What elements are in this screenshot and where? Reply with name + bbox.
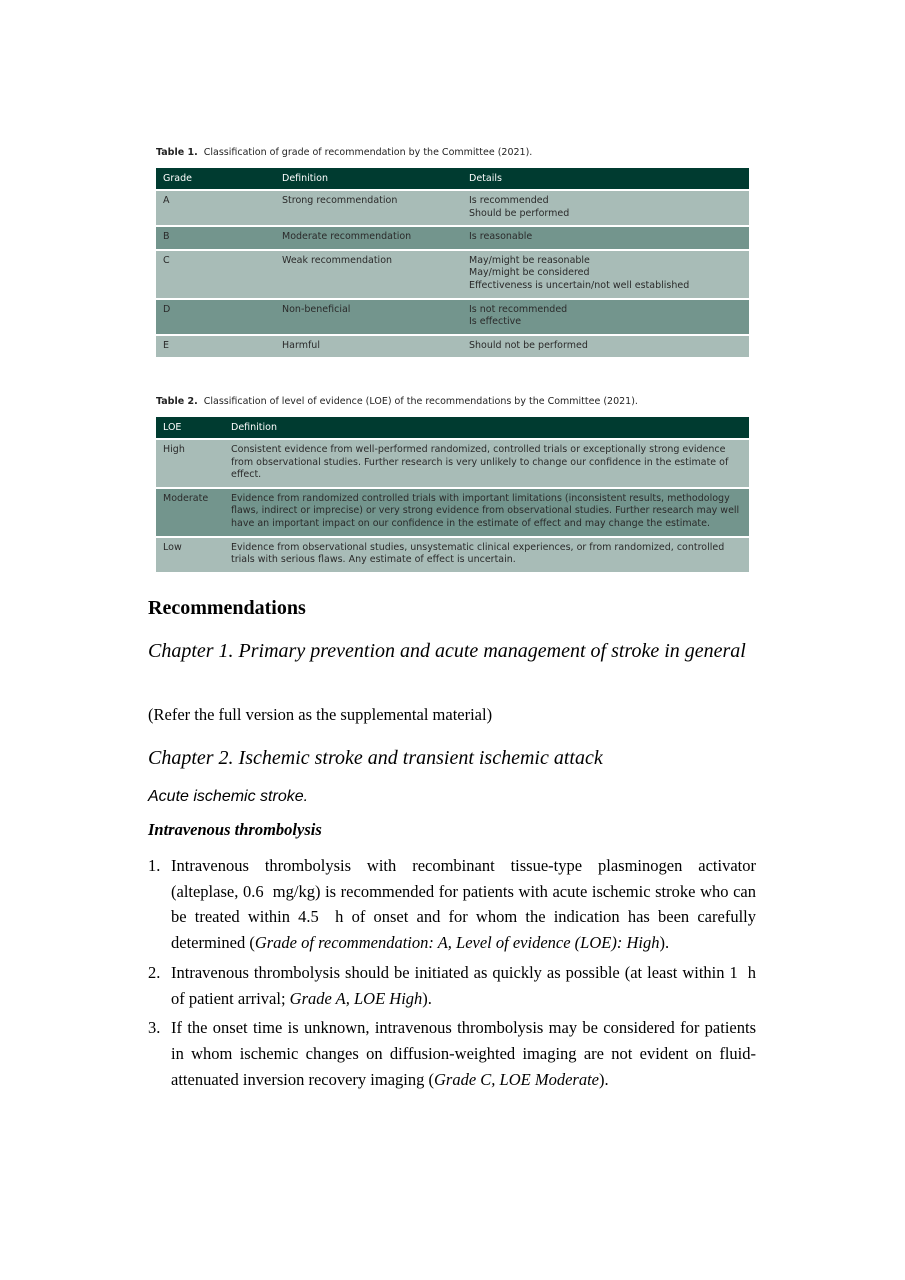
definition-cell: Strong recommendation	[275, 190, 462, 226]
item-number: 3.	[148, 1018, 161, 1038]
table2-caption	[156, 396, 638, 407]
details-cell: Should not be performed	[462, 335, 749, 358]
refer-note: (Refer the full version as the supplemental material)	[148, 705, 493, 724]
details-cell: Is recommended Should be performed	[462, 190, 749, 226]
definition-cell: Evidence from randomized controlled trials with important limitations (inconsistent results, methodology flaws, indirect or imprecise) or very strong evidence from observational studies. Further research may well have an important impact on our confidence in the estimate of effect and may change the estimate.	[224, 488, 749, 537]
item-text: If the onset time is unknown, intravenous thrombolysis may be considered for patients in whom ischemic changes on diffusion-weighted imaging are not evident on fluid-attenuated inversion recovery imaging (	[171, 1018, 756, 1089]
table-row	[156, 335, 749, 358]
table2-caption-text: Classification of level of evidence (LOE) of the recommendations by the Committee (2021).	[203, 396, 638, 407]
definition-cell: Harmful	[275, 335, 462, 358]
grade-header: Grade	[156, 168, 275, 190]
table1-caption	[156, 147, 532, 158]
item-grade: Grade C, LOE Moderate	[434, 1069, 599, 1089]
definition-header: Definition	[275, 168, 462, 190]
grade-cell: D	[156, 299, 275, 335]
item-number: 2.	[148, 962, 161, 982]
details-header: Details	[462, 168, 749, 190]
item-tail: ).	[422, 988, 432, 1008]
table-row	[156, 226, 749, 250]
loe-table	[156, 417, 749, 572]
grade-cell: E	[156, 335, 275, 358]
table-row	[156, 537, 749, 572]
grade-table	[156, 168, 749, 357]
details-cell: May/might be reasonable May/might be considered Effectiveness is uncertain/not well established	[462, 250, 749, 299]
table-row	[156, 439, 749, 488]
item-tail: ).	[659, 933, 670, 953]
definition-cell: Non-beneficial	[275, 299, 462, 335]
loe-header: LOE	[156, 417, 224, 439]
definition-cell: Consistent evidence from well-performed randomized, controlled trials or exceptionally strong evidence from observational studies. Further research is very unlikely to change our confidence in the estimate of effect.	[224, 439, 749, 488]
table-row	[156, 488, 749, 537]
grade-cell: C	[156, 250, 275, 299]
item-grade: Grade A, LOE High	[289, 988, 423, 1008]
definition-cell: Moderate recommendation	[275, 226, 462, 250]
loe-cell: Moderate	[156, 488, 224, 537]
table1-caption-text: Classification of grade of recommendation by the Committee (2021).	[203, 147, 533, 158]
details-cell: Is not recommended Is effective	[462, 299, 749, 335]
definition-header: Definition	[224, 417, 749, 439]
table-row	[156, 250, 749, 299]
list-item	[148, 1015, 756, 1092]
loe-table-header	[156, 417, 749, 439]
loe-cell: Low	[156, 537, 224, 572]
item-text: Intravenous thrombolysis should be initiated as quickly as possible (at least within 1 h of patient arrival;	[171, 962, 756, 1008]
item-text: Intravenous thrombolysis with recombinant tissue-type plasminogen activator (alteplase, 0.6 mg/kg) is recommended for patients with acute ischemic stroke who can be treated within 4.5 h of onset and for whom the indication has been carefully determined (	[171, 856, 756, 953]
grade-cell: A	[156, 190, 275, 226]
topic-heading: Intravenous thrombolysis	[148, 820, 322, 839]
chapter1-heading: Chapter 1. Primary prevention and acute management of stroke in general	[148, 640, 746, 662]
table1-caption-label: Table 1.	[156, 147, 198, 158]
item-grade: Grade of recommendation: A, Level of evidence (LOE): High	[254, 933, 660, 953]
subsection-heading: Acute ischemic stroke.	[148, 788, 309, 805]
loe-cell: High	[156, 439, 224, 488]
list-item	[148, 853, 756, 956]
table2-caption-label: Table 2.	[156, 396, 198, 407]
grade-table-header	[156, 168, 749, 190]
recommendation-list	[148, 853, 756, 1096]
definition-cell: Weak recommendation	[275, 250, 462, 299]
definition-cell: Evidence from observational studies, unsystematic clinical experiences, or from randomized, controlled trials with serious flaws. Any estimate of effect is uncertain.	[224, 537, 749, 572]
grade-cell: B	[156, 226, 275, 250]
table-row	[156, 299, 749, 335]
table-row	[156, 190, 749, 226]
list-item	[148, 960, 756, 1011]
section-heading: Recommendations	[148, 597, 306, 619]
chapter2-heading: Chapter 2. Ischemic stroke and transient ischemic attack	[148, 747, 603, 769]
item-tail: ).	[598, 1069, 609, 1089]
item-number: 1.	[148, 856, 161, 875]
details-cell: Is reasonable	[462, 226, 749, 250]
